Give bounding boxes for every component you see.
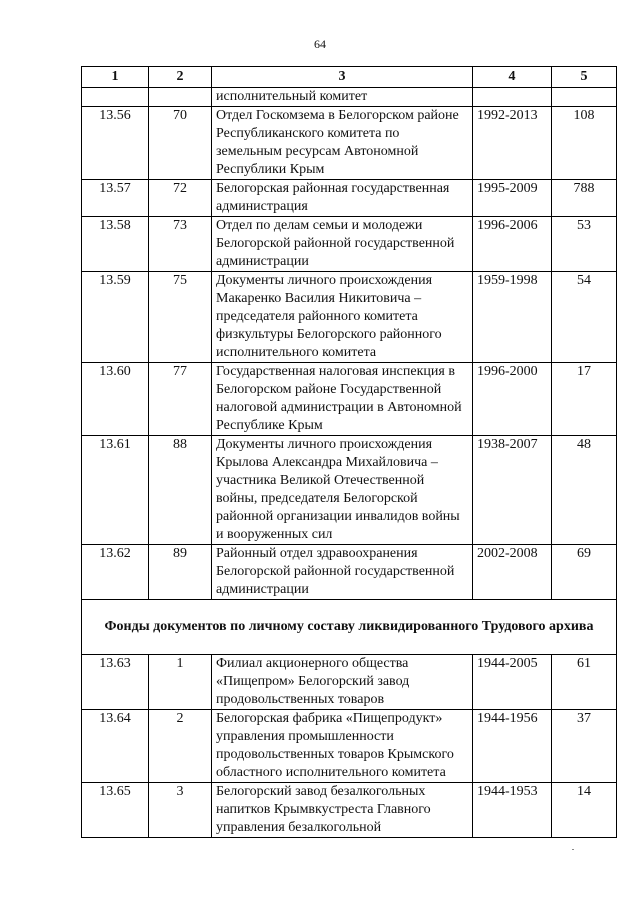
cell-years: 1996-2000 — [473, 363, 552, 436]
cell-num: 13.62 — [82, 545, 149, 600]
cell-fund — [149, 88, 212, 107]
section-heading: Фонды документов по личному составу ликвидированного Трудового архива — [82, 600, 617, 655]
cell-count: 61 — [552, 655, 617, 710]
table-row — [82, 436, 617, 545]
table-row — [82, 363, 617, 436]
cell-years: 1959-1998 — [473, 272, 552, 363]
cell-title: Филиал акционерного общества «Пищепром» Белогорский завод продовольственных товаров — [212, 655, 473, 710]
scan-mark — [572, 849, 574, 850]
cell-title: Отдел по делам семьи и молодежи Белогорской районной государственной администрации — [212, 217, 473, 272]
cell-years: 1996-2006 — [473, 217, 552, 272]
cell-fund: 2 — [149, 710, 212, 783]
cell-title: Белогорская районная государственная администрация — [212, 180, 473, 217]
cell-count: 53 — [552, 217, 617, 272]
cell-fund: 3 — [149, 783, 212, 838]
cell-fund: 73 — [149, 217, 212, 272]
page-number: 64 — [314, 37, 326, 51]
cell-num: 13.65 — [82, 783, 149, 838]
table-row — [82, 710, 617, 783]
archive-fund-table — [81, 66, 617, 838]
cell-count: 788 — [552, 180, 617, 217]
continuation-row — [82, 88, 617, 107]
cell-fund: 89 — [149, 545, 212, 600]
cell-years — [473, 88, 552, 107]
cell-years: 1992-2013 — [473, 107, 552, 180]
cell-count: 14 — [552, 783, 617, 838]
cell-count: 37 — [552, 710, 617, 783]
header-cell-3: 3 — [212, 67, 473, 88]
cell-title: Отдел Госкомзема в Белогорском районе Республиканского комитета по земельным ресурсам Автономной Республики Крым — [212, 107, 473, 180]
table-row — [82, 783, 617, 838]
cell-num: 13.58 — [82, 217, 149, 272]
cell-years: 1938-2007 — [473, 436, 552, 545]
cell-title: Районный отдел здравоохранения Белогорской районной государственной администрации — [212, 545, 473, 600]
cell-years: 1944-1956 — [473, 710, 552, 783]
cell-count: 17 — [552, 363, 617, 436]
cell-title: Белогорская фабрика «Пищепродукт» управления промышленности продовольственных товаров Крымского областного исполнительного комитета — [212, 710, 473, 783]
header-cell-5: 5 — [552, 67, 617, 88]
cell-num — [82, 88, 149, 107]
cell-count: 69 — [552, 545, 617, 600]
cell-num: 13.59 — [82, 272, 149, 363]
cell-num: 13.56 — [82, 107, 149, 180]
cell-title: Документы личного происхождения Крылова Александра Михайловича – участника Великой Отечественной войны, председателя Белогорской районной организации инвалидов войны и вооруженных сил — [212, 436, 473, 545]
table-row — [82, 545, 617, 600]
cell-fund: 72 — [149, 180, 212, 217]
cell-count: 108 — [552, 107, 617, 180]
cell-years: 2002-2008 — [473, 545, 552, 600]
cell-fund: 1 — [149, 655, 212, 710]
cell-num: 13.63 — [82, 655, 149, 710]
cell-num: 13.61 — [82, 436, 149, 545]
cell-fund: 70 — [149, 107, 212, 180]
cell-fund: 88 — [149, 436, 212, 545]
table-row — [82, 655, 617, 710]
cell-years: 1995-2009 — [473, 180, 552, 217]
cell-num: 13.64 — [82, 710, 149, 783]
table-row — [82, 217, 617, 272]
header-cell-4: 4 — [473, 67, 552, 88]
section-heading-row — [82, 600, 617, 655]
table-row — [82, 107, 617, 180]
header-cell-2: 2 — [149, 67, 212, 88]
cell-num: 13.57 — [82, 180, 149, 217]
table-row — [82, 272, 617, 363]
cell-fund: 75 — [149, 272, 212, 363]
header-cell-1: 1 — [82, 67, 149, 88]
cell-title: Государственная налоговая инспекция в Белогорском районе Государственной налоговой администрации в Автономной Республике Крым — [212, 363, 473, 436]
cell-count — [552, 88, 617, 107]
table-row — [82, 180, 617, 217]
cell-years: 1944-1953 — [473, 783, 552, 838]
header-row — [82, 67, 617, 88]
cell-count: 48 — [552, 436, 617, 545]
cell-num: 13.60 — [82, 363, 149, 436]
cell-count: 54 — [552, 272, 617, 363]
cell-title: Документы личного происхождения Макаренко Василия Никитовича – председателя районного комитета физкультуры Белогорского районного исполнительного комитета — [212, 272, 473, 363]
cell-years: 1944-2005 — [473, 655, 552, 710]
cell-title: Белогорский завод безалкогольных напитков Крымвкустреста Главного управления безалкогольной — [212, 783, 473, 838]
cell-fund: 77 — [149, 363, 212, 436]
cell-title: исполнительный комитет — [212, 88, 473, 107]
